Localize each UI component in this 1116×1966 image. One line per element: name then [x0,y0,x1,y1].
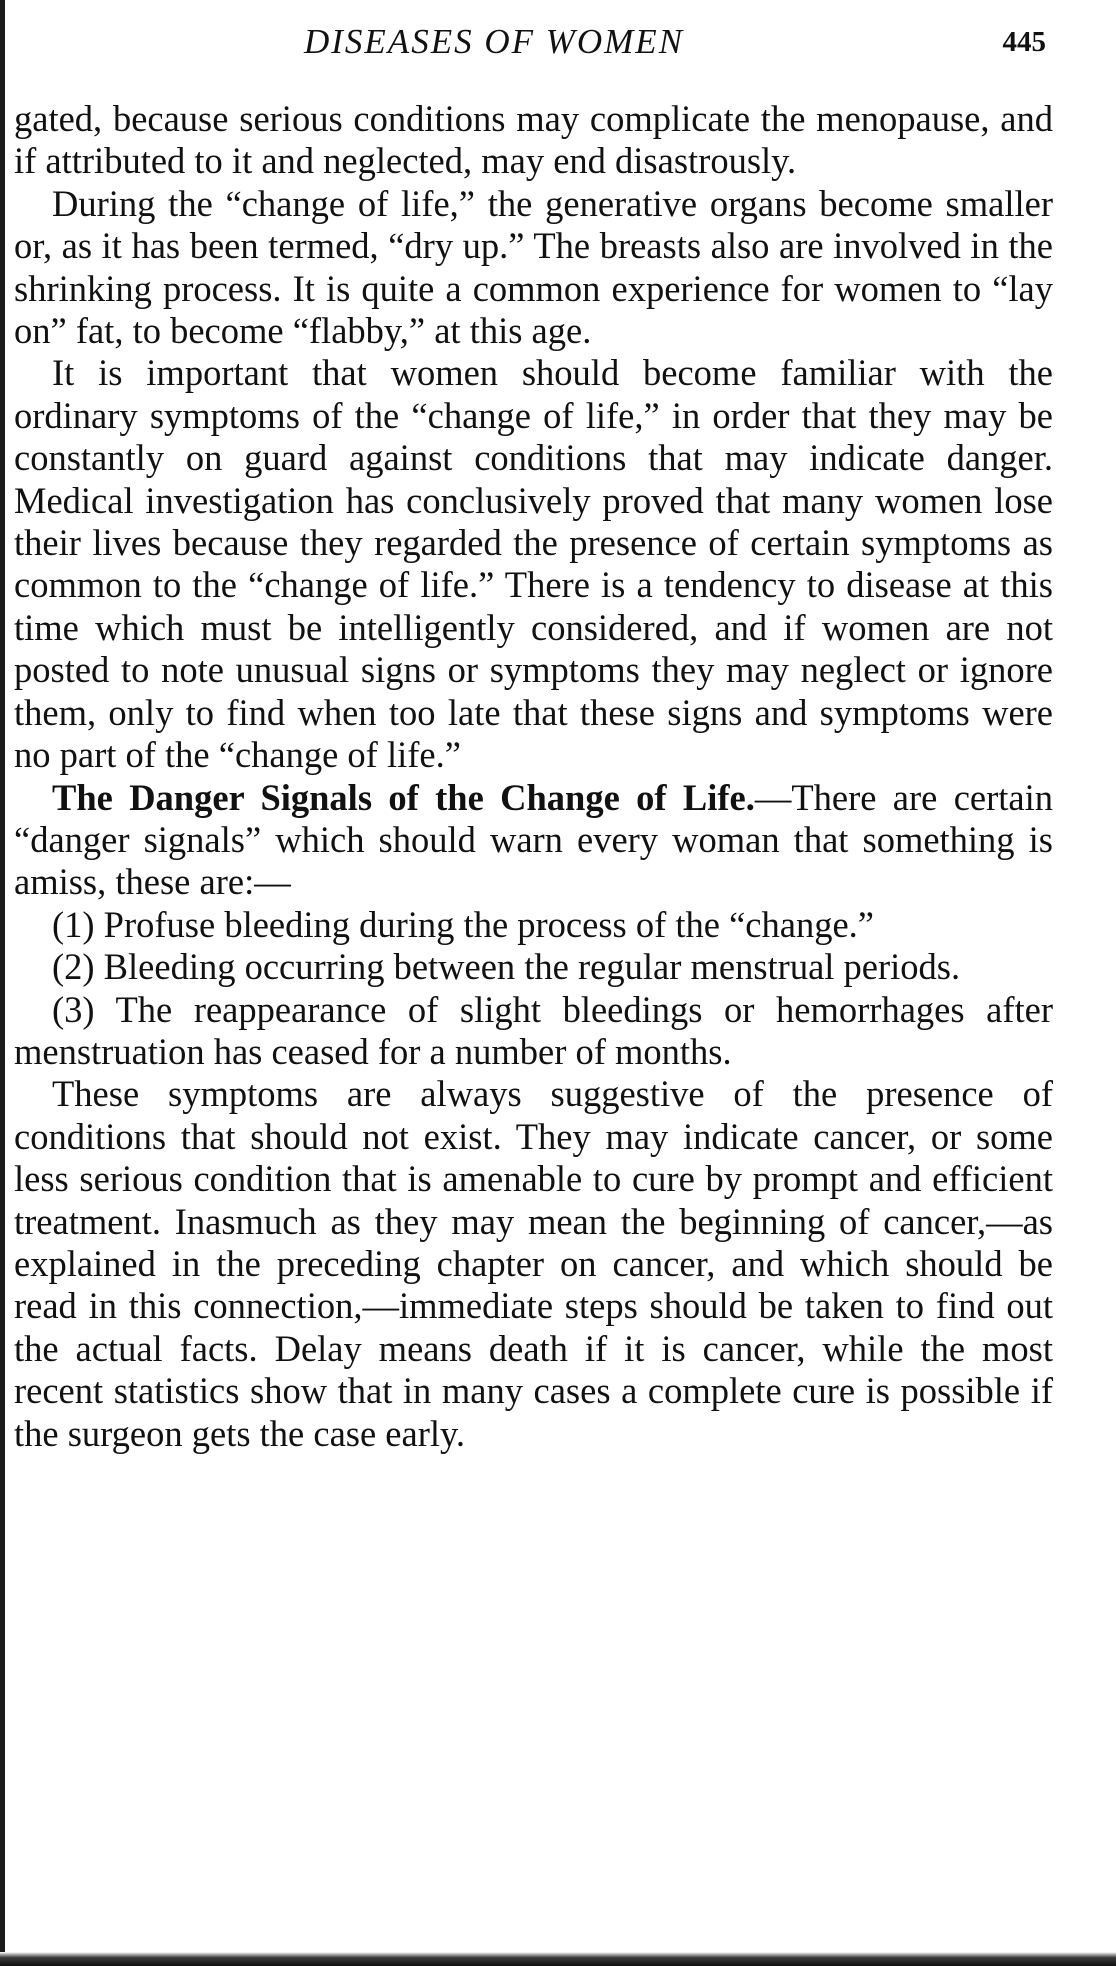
danger-signals-intro-text: —There are certain “danger signals” which should warn every woman that something is amiss, these are:— [14,776,1053,903]
danger-signal-item: (2) Bleeding occurring between the regular menstrual periods. [52,946,961,988]
paragraph-continuation: gated, because serious conditions may complicate the menopause, and if attributed to it and neglected, may end disastrously. [14,98,1053,182]
section-heading-danger-signals: The Danger Signals of the Change of Life. [52,776,755,818]
paragraph-danger-signals-intro [14,777,1053,904]
page-number: 445 [1002,26,1046,58]
page-left-edge [0,0,5,1966]
paragraph-symptoms-awareness: It is important that women should become familiar with the ordinary symptoms of the “change of life,” in order that they may be constantly on guard against conditions that may indicate danger. Medical investigation has conclusively proved that many women lose their lives because they regarded the presence of certain symptoms as common to the “change of life.” There is a tendency to disease at this time which must be intelligently considered, and if women are not posted to note unusual signs or symptoms they may neglect or ignore them, only to find when too late that these signs and symptoms were no part of the “change of life.” [14,352,1053,776]
danger-signal-item: (3) The reappearance of slight bleedings or hemorrhages after menstruation has ceased for a number of months. [14,988,1053,1072]
running-head [14,22,1054,72]
body-text [14,98,1053,1455]
paragraph-change-of-life: During the “change of life,” the generative organs become smaller or, as it has been termed, “dry up.” The breasts also are involved in the shrinking process. It is quite a common experience for women to “lay on” fat, to become “flabby,” at this age. [14,182,1053,352]
running-title: DISEASES OF WOMEN [304,22,685,61]
page-bottom-edge [0,1952,1116,1966]
paragraph-closing: These symptoms are always suggestive of the presence of conditions that should not exist. They may indicate cancer, or some less serious condition that is amenable to cure by prompt and efficient treatment. Inasmuch as they may mean the beginning of cancer,—as explained in the preceding chapter on cancer, and which should be read in this connection,—immediate steps should be taken to find out the actual facts. Delay means death if it is cancer, while the most recent statistics show that in many cases a complete cure is possible if the surgeon gets the case early. [14,1073,1053,1454]
danger-signal-item: (1) Profuse bleeding during the process of the “change.” [52,903,874,945]
